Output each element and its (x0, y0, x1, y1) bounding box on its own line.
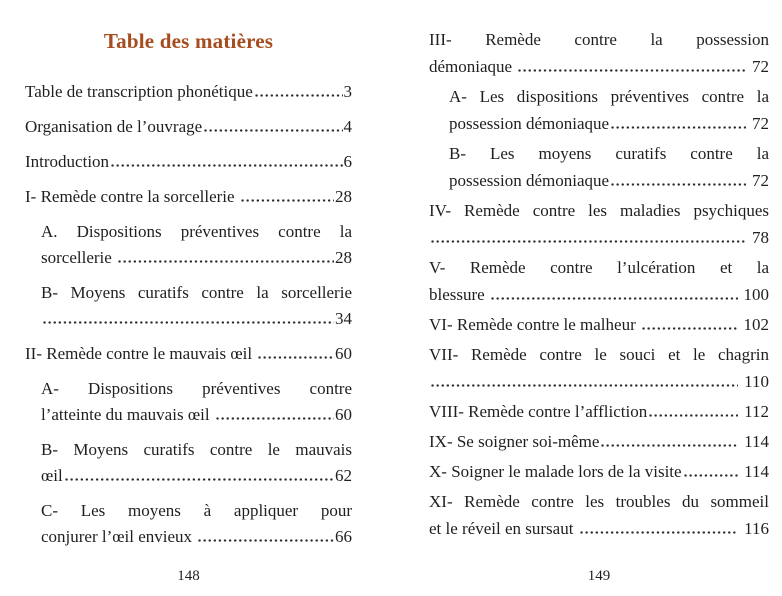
page-ref: 60 (335, 405, 352, 424)
toc-line (429, 398, 769, 425)
dot-leader (641, 327, 738, 330)
toc-entry-text: démoniaque (429, 57, 517, 76)
toc-line (25, 149, 352, 175)
toc-entry (429, 458, 769, 485)
page-number-right: 149 (587, 568, 611, 584)
toc-entry-text: Table de transcription phonétique (25, 82, 253, 101)
toc-line (41, 402, 352, 428)
toc-entry-text: Introduction (25, 152, 110, 171)
page-ref: 28 (335, 248, 352, 267)
toc-entry-text: A. Dispositions préventives contre la (41, 222, 352, 241)
dot-leader (610, 126, 746, 129)
toc-entry-text: conjurer l’œil envieux (41, 527, 197, 546)
toc-entry-text: VII- Remède contre le souci et le chagrin (429, 345, 769, 364)
dot-leader (430, 384, 738, 387)
toc-entry-text: VIII- Remède contre l’affliction (429, 402, 648, 421)
page-ref: 114 (744, 432, 769, 451)
toc-entry-text: possession démoniaque (449, 114, 610, 133)
toc-subentry (25, 437, 352, 489)
toc-entry-text: C- Les moyens à appliquer pour (41, 501, 352, 520)
toc-line (429, 311, 769, 338)
toc-entry (429, 488, 769, 542)
dot-leader (600, 444, 738, 447)
toc-entry (429, 428, 769, 455)
toc-line (429, 53, 769, 80)
toc-line (429, 281, 769, 308)
page-ref: 4 (343, 117, 352, 136)
page-ref: 100 (743, 285, 769, 304)
toc-line (429, 224, 769, 251)
toc-line (41, 463, 352, 489)
page-ref: 116 (744, 519, 769, 538)
page-ref: 110 (744, 372, 769, 391)
toc-entry-text: Organisation de l’ouvrage (25, 117, 203, 136)
toc-line (41, 245, 352, 271)
page-ref: 66 (335, 527, 352, 546)
toc-subentry (25, 376, 352, 428)
toc-entry-text: III- Remède contre la possession (429, 30, 769, 49)
toc-entry (429, 254, 769, 308)
toc-subentry (25, 280, 352, 332)
toc-entry (429, 311, 769, 338)
dot-leader (197, 539, 334, 542)
page-ref: 72 (752, 171, 769, 190)
dot-leader (517, 69, 746, 72)
toc-line (25, 114, 352, 140)
page-number-left: 148 (177, 568, 200, 584)
page-ref: 72 (752, 57, 769, 76)
dot-leader (490, 297, 738, 300)
toc-line (25, 341, 352, 367)
toc-entry-text: X- Soigner le malade lors de la visite (429, 462, 682, 481)
toc-title: Table des matières (103, 29, 274, 53)
dot-leader (117, 260, 334, 263)
toc-subentry (429, 140, 769, 194)
toc-entry-text: œil (41, 466, 63, 485)
toc-entry-text: B- Moyens curatifs contre le mauvais (41, 440, 352, 459)
toc-entry (429, 398, 769, 425)
toc-line (41, 306, 352, 332)
toc-entry (25, 114, 352, 140)
toc-entry-text: XI- Remède contre les troubles du sommeil (429, 492, 769, 511)
toc-subentry (429, 83, 769, 137)
page-ref: 3 (343, 82, 352, 101)
dot-leader (579, 531, 738, 534)
dot-leader (610, 183, 746, 186)
toc-subentry (25, 219, 352, 271)
toc-entry-text: VI- Remède contre le malheur (429, 315, 640, 334)
page-ref: 6 (343, 152, 352, 171)
toc-line (429, 515, 769, 542)
toc-entry (25, 341, 352, 367)
toc-line (25, 79, 352, 105)
toc-entry-text: et le réveil en sursaut (429, 519, 578, 538)
dot-leader (64, 478, 334, 481)
dot-leader (203, 129, 342, 132)
toc-entry (25, 79, 352, 105)
dot-leader (42, 321, 334, 324)
toc-entry-text: V- Remède contre l’ulcération et la (429, 258, 769, 277)
dot-leader (254, 94, 343, 97)
dot-leader (110, 164, 342, 167)
toc-entry-text: IV- Remède contre les maladies psychiques (429, 201, 769, 220)
toc-line (429, 458, 769, 485)
page-right (391, 0, 782, 596)
toc-line (41, 524, 352, 550)
dot-leader (683, 474, 739, 477)
toc-entry (25, 184, 352, 210)
toc-entry-text: l’atteinte du mauvais œil (41, 405, 214, 424)
page-ref: 60 (335, 344, 352, 363)
dot-leader (240, 199, 334, 202)
toc-entry-text: B- Moyens curatifs contre la sorcellerie (41, 283, 352, 302)
toc-line (25, 184, 352, 210)
page-ref: 102 (743, 315, 769, 334)
dot-leader (215, 417, 334, 420)
toc-entry-text: possession démoniaque (449, 171, 610, 190)
toc-entry (25, 149, 352, 175)
dot-leader (257, 356, 334, 359)
toc-line (429, 428, 769, 455)
page-ref: 28 (335, 187, 352, 206)
toc-entry (429, 197, 769, 251)
toc-entry-text: I- Remède contre la sorcellerie (25, 187, 239, 206)
toc-subentry (25, 498, 352, 550)
page-ref: 62 (335, 466, 352, 485)
toc-line (449, 167, 769, 194)
toc-entry-text: IX- Se soigner soi-même (429, 432, 600, 451)
dot-leader (430, 240, 746, 243)
toc-entry-text: sorcellerie (41, 248, 117, 267)
page-ref: 78 (752, 228, 769, 247)
toc-entry-text: blessure (429, 285, 489, 304)
toc-line (449, 110, 769, 137)
page-ref: 114 (744, 462, 769, 481)
dot-leader (648, 414, 738, 417)
toc-entry (429, 26, 769, 80)
toc-entry-text: B- Les moyens curatifs contre la (449, 144, 769, 163)
page-ref: 112 (744, 402, 769, 421)
toc-entry-text: A- Les dispositions préventives contre la (449, 87, 769, 106)
page-ref: 34 (335, 309, 352, 328)
toc-entry-text: A- Dispositions préventives contre (41, 379, 352, 398)
toc-line (429, 368, 769, 395)
toc-entry (429, 341, 769, 395)
page-ref: 72 (752, 114, 769, 133)
toc-entry-text: II- Remède contre le mauvais œil (25, 344, 257, 363)
